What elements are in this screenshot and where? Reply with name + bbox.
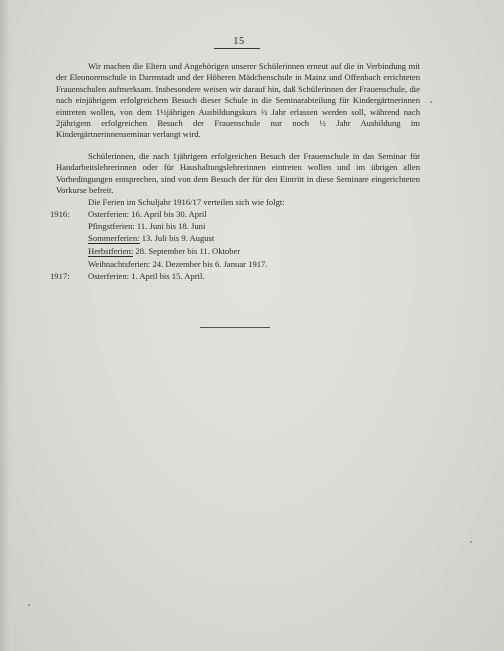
page-shadow bbox=[0, 0, 10, 651]
holiday-item bbox=[88, 221, 205, 232]
year-label-1916: 1916: bbox=[50, 209, 70, 219]
holiday-label: Osterferien: bbox=[88, 209, 130, 219]
holiday-label: Herbstferien: bbox=[88, 246, 134, 256]
holiday-dates: 13. Juli bis 9. August bbox=[139, 233, 215, 243]
holiday-item bbox=[88, 259, 268, 270]
holiday-dates: 28. September bis 11. Oktober bbox=[133, 246, 241, 256]
paper-speck bbox=[470, 541, 472, 543]
page-number-underline bbox=[214, 48, 260, 49]
holiday-item-underlined bbox=[88, 233, 214, 244]
holiday-label: Osterferien: bbox=[88, 271, 130, 281]
holiday-label: Weihnachtsferien: bbox=[88, 259, 151, 269]
paper-speck bbox=[28, 604, 30, 606]
holidays-intro: Die Ferien im Schuljahr 1916/17 verteilen sich wie folgt: bbox=[88, 197, 285, 207]
year-label-1917: 1917: bbox=[50, 271, 70, 281]
holiday-dates: 16. April bis 30. April bbox=[129, 209, 207, 219]
page-number: 15 bbox=[233, 36, 245, 47]
paper-speck bbox=[430, 101, 432, 103]
holiday-dates: 11. Juni bis 18. Juni bbox=[134, 221, 206, 231]
paragraph-frauenschule: Wir machen die Eltern und Angehörigen unserer Schülerinnen erneut auf die in Verbindung mit der Eleonorenschule in Darmstadt und der Höheren Mädchenschule in Mainz und Offenbach errichteten Frauenschulen aufmerksam. Insbesondere weisen wir darauf hin, daß Schülerinnen der Frauenschule, die nach einjährigem erfolgreichem Besuch dieser Schule in die Seminarabteilung für Kindergärtnerinnen eintreten wollen, von dem 1½jährigen Ausbildungskurs ½ Jahr erlassen werden soll, während nach 2jährigem erfolgreichen Besuch der Frauenschule nur noch ½ Jahr Ausbildung im Kindergärtnerinnenseminar verlangt wird. bbox=[56, 61, 420, 140]
holiday-item bbox=[88, 271, 205, 282]
holiday-item bbox=[88, 209, 207, 220]
closing-rule bbox=[200, 327, 270, 328]
holiday-item-underlined bbox=[88, 246, 240, 257]
holiday-label: Sommerferien: bbox=[88, 233, 140, 243]
holiday-label: Pfingstferien: bbox=[88, 221, 135, 231]
paragraph-seminar: Schülerinnen, die nach 1jährigem erfolgreichen Besuch der Frauenschule in das Seminar für Handarbeitslehrerinnen oder für Haushaltungslehrerinnen eintreten wollen und im übrigen allen Vorbedingungen entsprechen, sind von dem Besuch der für den Eintritt in diese Seminare eingerichteten Vorkurse befreit. bbox=[56, 151, 420, 196]
holiday-dates: 1. April bis 15. April. bbox=[129, 271, 205, 281]
holiday-dates: 24. Dezember bis 6. Januar 1917. bbox=[150, 259, 268, 269]
